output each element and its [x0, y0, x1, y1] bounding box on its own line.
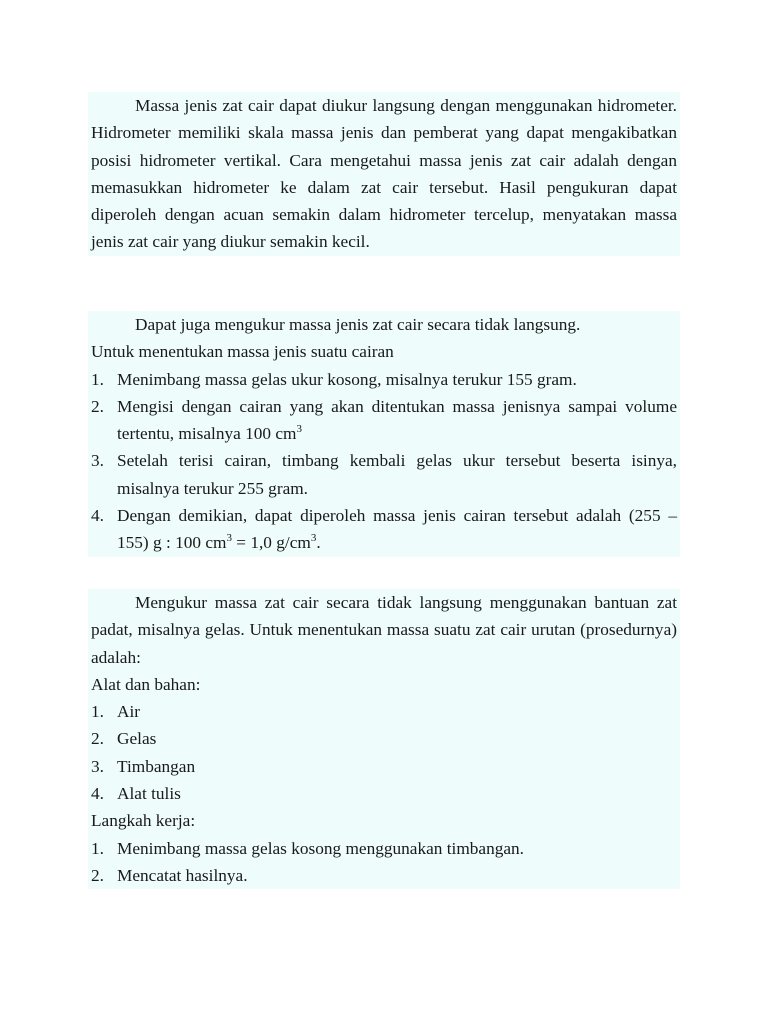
- list-item: [91, 862, 677, 889]
- list-item: [91, 725, 677, 752]
- list-text: Gelas: [117, 729, 157, 749]
- list-item: [91, 780, 677, 807]
- section-indirect-density: [88, 311, 680, 557]
- superscript: 3: [310, 532, 317, 545]
- list-number: 1.: [91, 702, 104, 722]
- indirect-lead: Untuk menentukan massa jenis suatu cairan: [91, 342, 394, 362]
- section-hydrometer: [88, 92, 680, 256]
- indirect-intro: Dapat juga mengukur massa jenis zat cair secara tidak langsung.: [135, 315, 581, 334]
- list-item: [91, 835, 677, 862]
- list-number: 1.: [91, 369, 104, 389]
- hydrometer-paragraph: Massa jenis zat cair dapat diukur langsung dengan menggunakan hidrometer. Hidrometer memiliki skala massa jenis dan pemberat yang dapat mengakibatkan posisi hidrometer vertikal. Cara mengetahui massa jenis zat cair adalah dengan memasukkan hidrometer ke dalam zat cair tersebut. Hasil pengukuran dapat diperoleh dengan acuan semakin dalam hidrometer tercelup, menyatakan massa jenis zat cair yang diukur semakin kecil.: [91, 96, 677, 252]
- list-text-end: .: [316, 533, 321, 553]
- density-steps-list: [91, 366, 677, 557]
- list-item: [91, 753, 677, 780]
- list-number: 4.: [91, 506, 104, 526]
- list-item: [91, 366, 677, 393]
- section-indirect-mass: [88, 589, 680, 889]
- list-text: Mencatat hasilnya.: [117, 865, 248, 885]
- list-item: [91, 447, 677, 502]
- list-text: Setelah terisi cairan, timbang kembali gelas ukur tersebut beserta isinya, misalnya terukur 255 gram.: [117, 451, 677, 498]
- list-text: Menimbang massa gelas ukur kosong, misalnya terukur 155 gram.: [117, 369, 577, 389]
- list-number: 1.: [91, 838, 104, 858]
- list-item: [91, 502, 677, 557]
- superscript: 3: [226, 532, 232, 545]
- list-text: Mengisi dengan cairan yang akan ditentukan massa jenisnya sampai volume tertentu, misalnya 100 cm: [117, 396, 677, 444]
- list-text: Timbangan: [117, 756, 196, 776]
- superscript: 3: [296, 423, 302, 436]
- list-number: 2.: [91, 396, 104, 416]
- list-number: 3.: [91, 451, 104, 471]
- work-steps-list: [91, 835, 677, 890]
- list-text: Menimbang massa gelas kosong menggunakan timbangan.: [117, 838, 524, 858]
- list-item: [91, 698, 677, 725]
- list-text: Alat tulis: [117, 784, 181, 804]
- materials-heading: Alat dan bahan:: [91, 674, 201, 694]
- materials-list: [91, 698, 677, 807]
- list-text: Dengan demikian, dapat diperoleh massa jenis cairan tersebut adalah (255 – 155) g : 100 cm: [117, 506, 677, 553]
- list-number: 3.: [91, 756, 104, 776]
- list-number: 2.: [91, 865, 104, 885]
- list-number: 2.: [91, 729, 104, 749]
- list-text-continued: = 1,0 g/cm: [231, 533, 311, 553]
- list-text: Air: [117, 702, 141, 722]
- mass-paragraph: Mengukur massa zat cair secara tidak langsung menggunakan bantuan zat padat, misalnya gelas. Untuk menentukan massa suatu zat cair urutan (prosedurnya) adalah:: [91, 593, 677, 667]
- list-number: 4.: [91, 784, 104, 804]
- work-heading: Langkah kerja:: [91, 811, 196, 831]
- list-item: [91, 393, 677, 448]
